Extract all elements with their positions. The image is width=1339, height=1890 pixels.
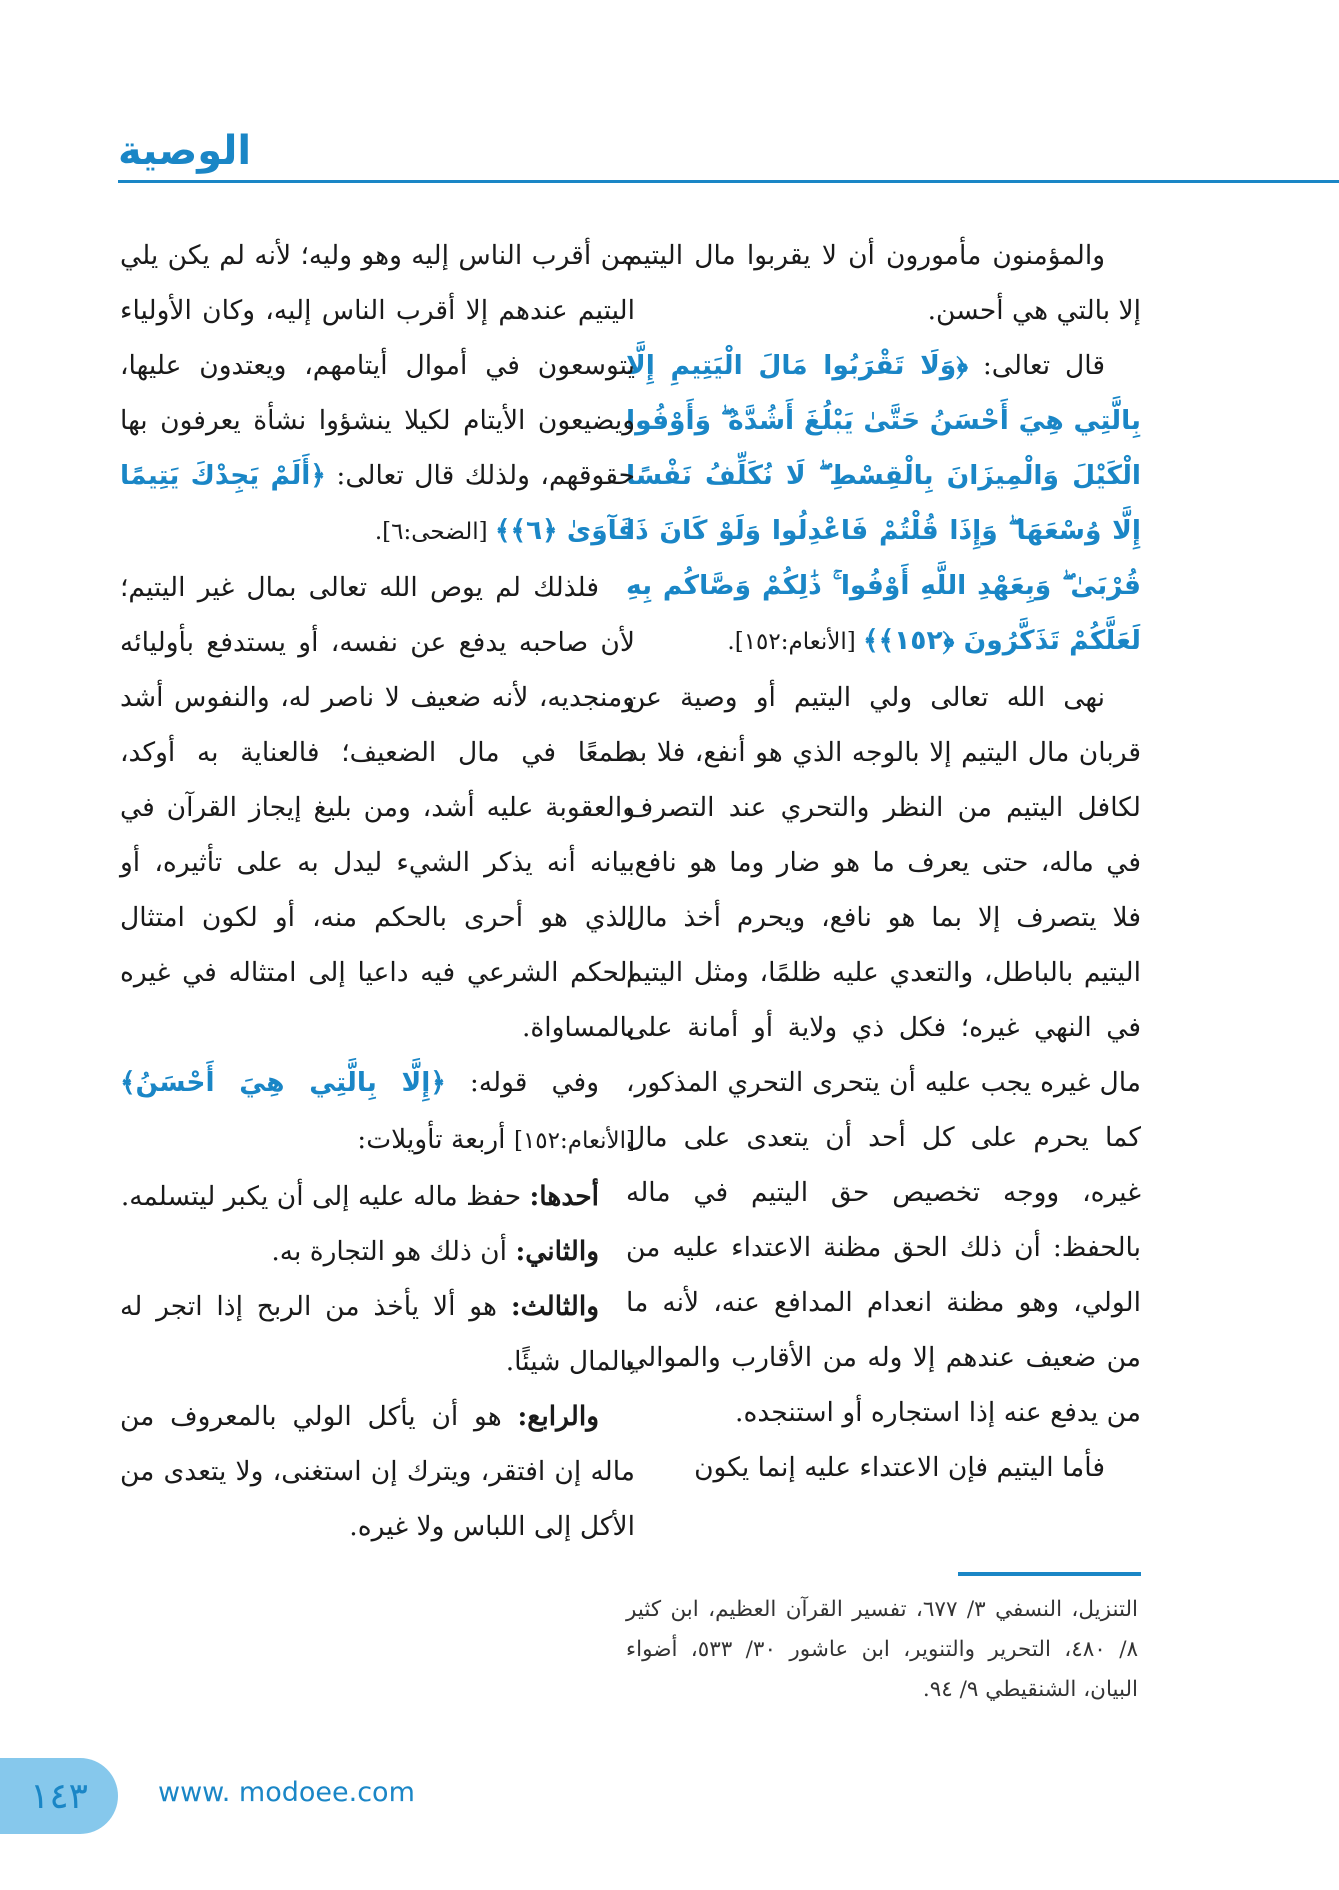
paragraph: فلذلك لم يوص الله تعالى بمال غير اليتيم؛ لأن صاحبه يدفع عن نفسه، أو يستدفع بأوليائه ومنجديه، لأنه ضعيف لا ناصر له، والنفوس أشد طمعًا في مال الضعيف؛ فالعناية به أوكد، والعقوبة عليه أشد، ومن بليغ إيجاز القرآن في بيانه أنه يذكر الشيء ليدل به على تأثيره، أو الذي هو أحرى بالحكم منه، أو لكون امتثال الحكم الشرعي فيه داعيا إلى امتثاله في غيره بالمساواة. xyxy=(120,572,635,1043)
left-column xyxy=(120,228,635,1758)
header-divider xyxy=(118,180,1339,183)
page-number: ١٤٣ xyxy=(30,1775,89,1817)
paragraph-text: أربعة تأويلات: xyxy=(357,1124,514,1155)
interpretation-text: هو أن يأكل الولي بالمعروف من ماله إن افتقر، ويترك إن استغنى، ولا يتعدى من الأكل إلى اللباس ولا غيره. xyxy=(120,1401,635,1542)
interpretation-item xyxy=(120,1224,635,1279)
interpretation-label: أحدها: xyxy=(529,1181,599,1212)
paragraph: فأما اليتيم فإن الاعتداء عليه إنما يكون xyxy=(694,1452,1105,1483)
interpretation-item xyxy=(120,1389,635,1554)
interpretation-text: هو ألا يأخذ من الربح إذا اتجر له بالمال شيئًا. xyxy=(120,1291,635,1377)
verse-intro: قال تعالى: xyxy=(968,350,1105,381)
quran-verse: ﴿إِلَّا بِالَّتِي هِيَ أَحْسَنُ﴾ xyxy=(120,1067,446,1098)
verse-paragraph xyxy=(120,228,635,560)
verse-paragraph xyxy=(120,1055,635,1169)
interpretation-label: والرابع: xyxy=(517,1401,599,1432)
quran-verse: ﴿أَلَمْ يَجِدْكَ يَتِيمًا فَآوَىٰ ﴿٦﴾﴾ xyxy=(120,460,635,546)
interpretation-item xyxy=(120,1169,635,1224)
page-number-badge xyxy=(0,1758,118,1834)
paragraph: نهى الله تعالى ولي اليتيم أو وصية عن قربان مال اليتيم إلا بالوجه الذي هو أنفع، فلا بد لكافل اليتيم من النظر والتحري عند التصرف في ماله، حتى يعرف ما هو ضار وما هو نافع، فلا يتصرف إلا بما هو نافع، ويحرم أخذ مال اليتيم بالباطل، والتعدي عليه ظلمًا، ومثل اليتيم في النهي غيره؛ فكل ذي ولاية أو أمانة على مال غيره يجب عليه أن يتحرى التحري المذكور، كما يحرم على كل أحد أن يتعدى على مال غيره، ووجه تخصيص حق اليتيم في ماله بالحفظ: أن ذلك الحق مظنة الاعتداء عليه من الولي، وهو مظنة انعدام المدافع عنه، لأنه ما من ضعيف عندهم إلا وله من الأقارب والموالي من يدفع عنه إذا استجاره أو استنجده. xyxy=(626,682,1141,1428)
paragraph: والمؤمنون مأمورون أن لا يقربوا مال اليتيم إلا بالتي هي أحسن. xyxy=(626,240,1141,326)
paragraph-text: من أقرب الناس إليه وهو وليه؛ لأنه لم يكن يلي اليتيم عندهم إلا أقرب الناس إليه، وكان الأولياء يتوسعون في أموال أيتامهم، ويعتدون عليها، ويضيعون الأيتام لكيلا ينشؤوا نشأة يعرفون بها حقوقهم، ولذلك قال تعالى: xyxy=(120,240,635,491)
interpretation-label: والثالث: xyxy=(510,1291,599,1322)
section-title: الوصية xyxy=(118,128,252,174)
verse-intro: وفي قوله: xyxy=(445,1067,599,1098)
interpretation-text: حفظ ماله عليه إلى أن يكبر ليتسلمه. xyxy=(120,1181,530,1212)
verse-reference: [الأنعام:١٥٢]. xyxy=(727,629,864,655)
footnote: التنزيل، النسفي ٣/ ٦٧٧، تفسير القرآن العظيم، ابن كثير ٨/ ٤٨٠، التحرير والتنوير، ابن عاشور ٣٠/ ٥٣٣، أضواء البيان، الشنقيطي ٩/ ٩٤. xyxy=(626,1597,1138,1702)
interpretation-text: أن ذلك هو التجارة به. xyxy=(271,1236,516,1267)
verse-paragraph xyxy=(626,338,1141,670)
interpretation-item xyxy=(120,1279,635,1389)
quran-verse: ﴿وَلَا تَقْرَبُوا مَالَ الْيَتِيمِ إِلَّا بِالَّتِي هِيَ أَحْسَنُ حَتَّىٰ يَبْلُغَ أَشُدَّهُ ۖ وَأَوْفُوا الْكَيْلَ وَالْمِيزَانَ بِالْقِسْطِ ۖ لَا نُكَلِّفُ نَفْسًا إِلَّا وُسْعَهَا ۖ وَإِذَا قُلْتُمْ فَاعْدِلُوا وَلَوْ كَانَ ذَا قُرْبَىٰ ۖ وَبِعَهْدِ اللَّهِ أَوْفُوا ۚ ذَٰلِكُمْ وَصَّاكُم بِهِ لَعَلَّكُمْ تَذَكَّرُونَ ﴿١٥٢﴾﴾ xyxy=(626,350,1141,656)
verse-reference: [الضحى:٦]. xyxy=(374,519,495,545)
verse-reference: [الأنعام:١٥٢] xyxy=(513,1128,635,1154)
footnote-divider xyxy=(958,1572,1141,1576)
website-link[interactable]: www. modoee.com xyxy=(158,1777,415,1808)
right-column xyxy=(626,228,1141,1528)
interpretation-label: والثاني: xyxy=(515,1236,599,1267)
